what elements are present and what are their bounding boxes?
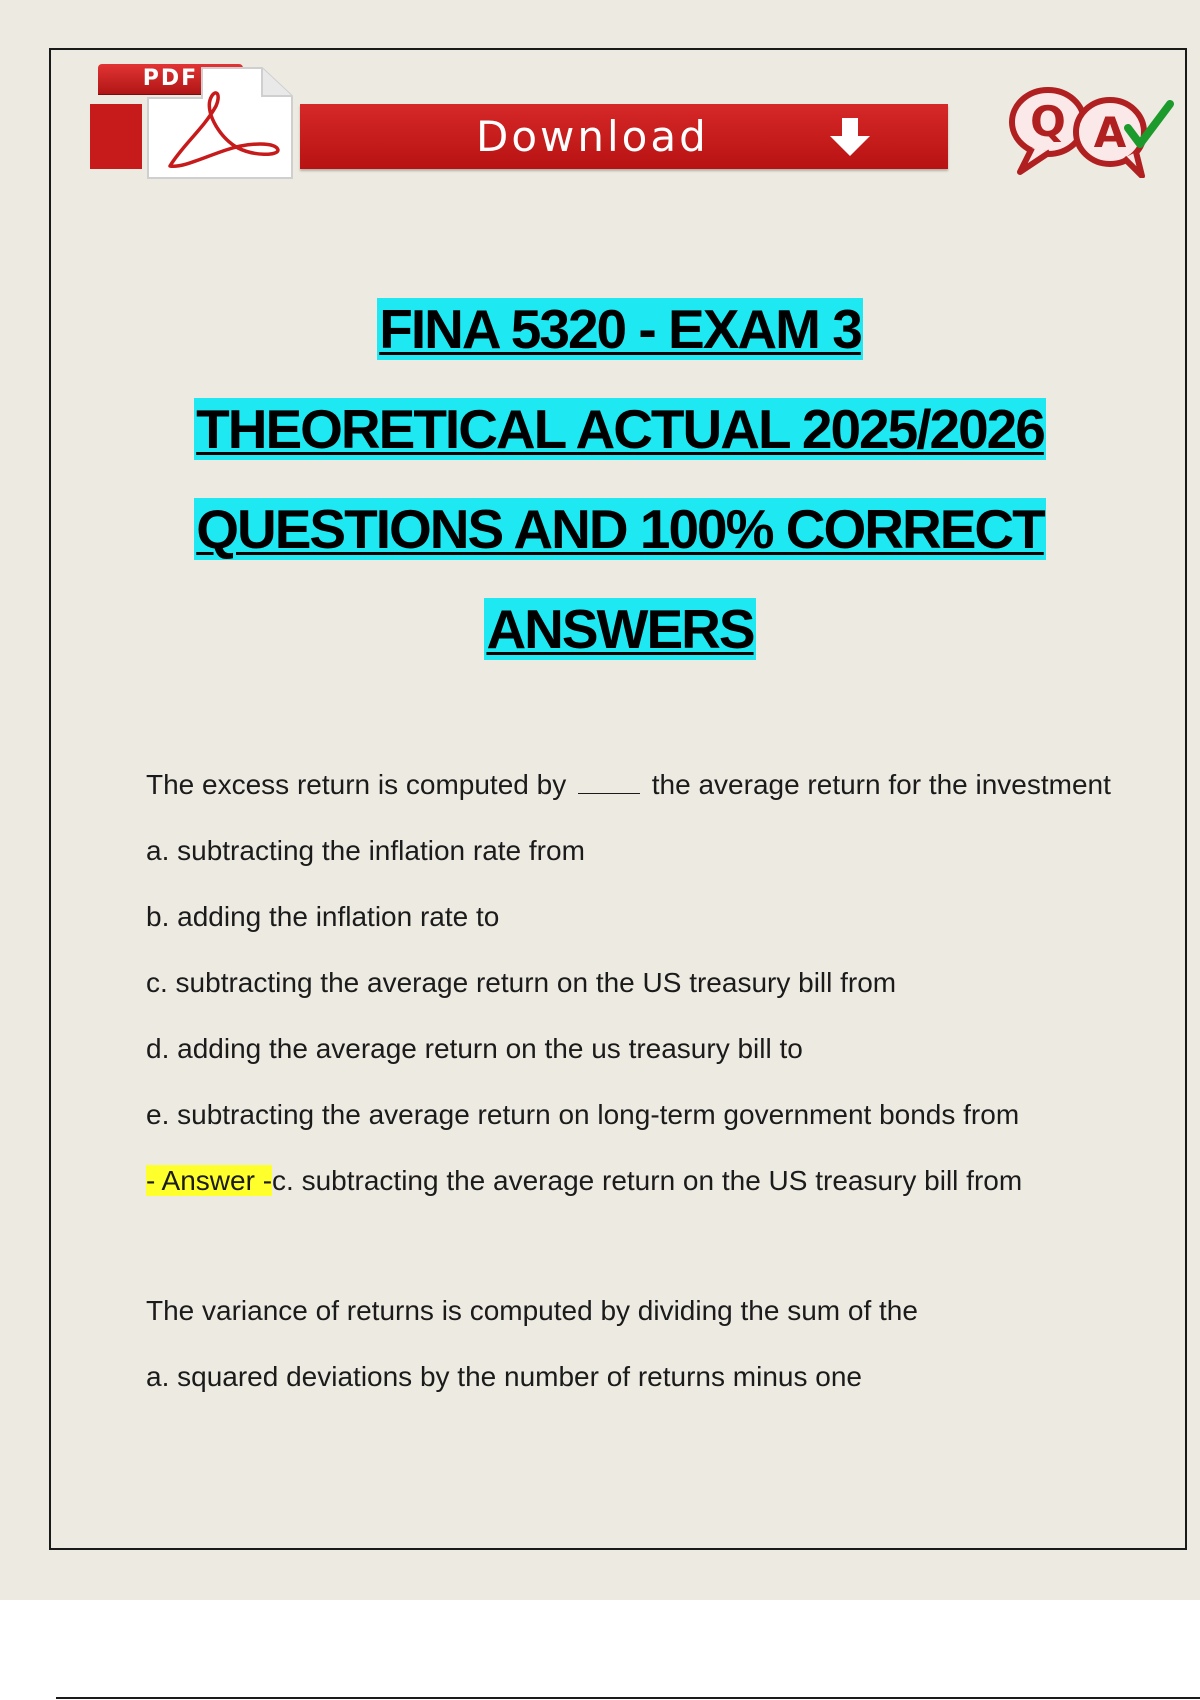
question-1 bbox=[146, 762, 1146, 1214]
title-line-text: ANSWERS bbox=[486, 598, 754, 660]
question-text-before: The excess return is computed by bbox=[146, 769, 567, 800]
question-2 bbox=[146, 1278, 1146, 1410]
pdf-download-banner[interactable] bbox=[90, 58, 860, 183]
qa-logo-q: Q bbox=[1030, 97, 1066, 146]
option-c: c. subtracting the average return on the US treasury bill from bbox=[146, 967, 897, 998]
option-a: a. subtracting the inflation rate from bbox=[146, 835, 585, 866]
qa-logo-a: A bbox=[1093, 108, 1127, 157]
title-line-text: QUESTIONS AND 100% CORRECT bbox=[196, 498, 1044, 560]
option-d: d. adding the average return on the us treasury bill to bbox=[146, 1033, 803, 1064]
answer-line bbox=[146, 1148, 1146, 1214]
title-line bbox=[60, 598, 1180, 666]
bottom-divider bbox=[56, 1697, 1200, 1699]
option-b: b. adding the inflation rate to bbox=[146, 901, 500, 932]
options-list bbox=[146, 818, 1146, 1148]
pdf-document-icon bbox=[142, 62, 302, 182]
answer-tag: - Answer - bbox=[146, 1165, 273, 1196]
title-line bbox=[60, 498, 1180, 566]
title-line bbox=[60, 298, 1180, 366]
question-text-after: the average return for the investment bbox=[651, 769, 1111, 800]
option-e: e. subtracting the average return on long-term government bonds from bbox=[146, 1099, 1020, 1130]
title-line-text: FINA 5320 - EXAM 3 bbox=[379, 298, 861, 360]
download-label: Download bbox=[476, 112, 709, 161]
qa-checkmark-logo bbox=[1006, 80, 1176, 178]
question-text bbox=[146, 762, 1146, 808]
question-text: The variance of returns is computed by dividing the sum of the bbox=[146, 1295, 918, 1326]
document-body bbox=[146, 762, 1146, 1410]
pdf-tab-label: PDF bbox=[142, 66, 199, 91]
option-a: a. squared deviations by the number of returns minus one bbox=[146, 1361, 862, 1392]
answer-text: c. subtracting the average return on the US treasury bill from bbox=[272, 1165, 1023, 1196]
answer-blank bbox=[578, 769, 640, 794]
banner-left-strip bbox=[90, 104, 142, 169]
arrow-down-icon bbox=[820, 116, 880, 158]
title-line-text: THEORETICAL ACTUAL 2025/2026 bbox=[196, 398, 1044, 460]
download-button[interactable] bbox=[300, 104, 948, 169]
title-line bbox=[60, 398, 1180, 466]
document-title bbox=[60, 298, 1180, 698]
